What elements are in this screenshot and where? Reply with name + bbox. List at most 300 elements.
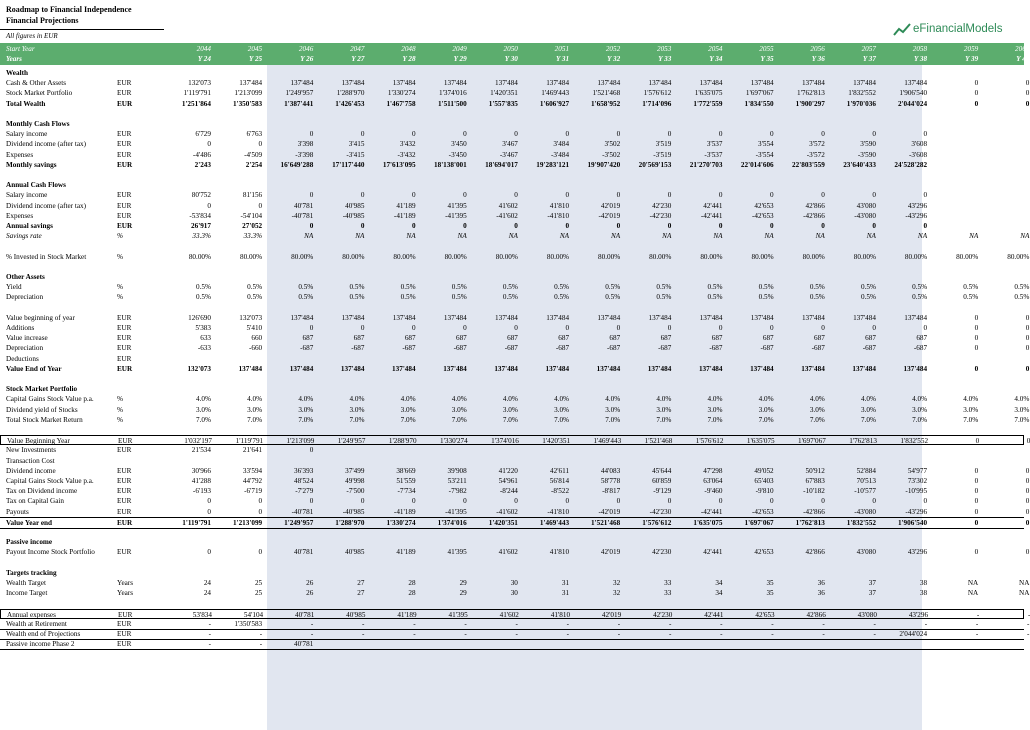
value-cell: 31 [561,579,570,587]
value-cell: 0 [974,344,979,353]
value-cell: 36'393 [294,466,314,475]
value-cell: 36 [817,589,825,598]
value-cell: -42'230 [649,211,672,220]
value-cell: 42'019 [601,610,622,619]
value-cell: 3'537 [706,140,723,149]
row-unit: EUR [117,344,132,353]
value-cell: 80.00% [598,252,621,261]
value-cell: 0 [514,222,518,230]
year-header-cell: 2047 [350,45,365,53]
value-cell: 0 [1025,364,1030,373]
value-cell: - [464,619,467,628]
value-cell: -41'395 [445,507,467,516]
value-cell: 0.5% [963,283,979,292]
value-cell: 7.0% [1014,415,1030,424]
row-unit: EUR [117,313,132,322]
value-cell: 44'792 [242,477,263,485]
value-cell: 63'064 [703,477,723,485]
value-cell: NA [917,232,928,241]
row-label: Capital Gains Stock Value p.a. [6,395,94,404]
value-cell: 43'296 [907,548,928,557]
value-cell: 687 [455,334,467,343]
value-cell: 1'469'443 [541,89,570,98]
value-cell: 38 [919,579,928,587]
value-cell: 0 [974,324,979,332]
spacer-row [0,374,1024,384]
value-cell: 137'484 [699,79,723,88]
value-cell: 1'832'552 [848,89,876,98]
row-cash-other-assets [0,78,1030,88]
value-cell: 0.5% [860,283,876,292]
value-cell: 3'432 [399,140,416,149]
value-cell: 49'052 [754,466,774,475]
value-cell: 80.00% [342,252,365,261]
value-cell: 4.0% [554,395,570,404]
value-cell: 40'985 [345,201,365,210]
value-cell: 1'762'813 [797,89,825,98]
value-cell: 0.5% [349,293,365,302]
row-unit: EUR [117,140,132,149]
value-cell: 38'669 [396,466,416,475]
value-cell: 137'484 [290,313,314,322]
value-cell: 687 [404,334,416,343]
value-cell: 0 [412,130,416,139]
row-label: Transaction Cost [6,456,55,465]
row-transaction-cost [0,456,1024,466]
year-index-cell: Y 26 [300,55,314,63]
value-cell: 0 [1025,313,1030,322]
value-cell: 40'985 [345,548,365,557]
value-cell: - [668,619,672,628]
value-cell: 0 [974,313,979,322]
value-cell: 80.00% [291,252,314,261]
value-cell: 0 [1025,99,1030,108]
row-label: Monthly Cash Flows [6,120,70,128]
value-cell: -3'502 [602,150,621,159]
value-cell: 4.0% [502,395,518,404]
value-cell: 2'044'024 [897,99,928,108]
row-annual-cash-flows [0,180,1024,190]
value-cell: 80.00% [495,252,518,261]
year-header-cell: 2055 [759,45,774,53]
value-cell: 43'080 [856,201,876,210]
row-label: Wealth Target [6,579,46,587]
value-cell: 1'772'559 [693,99,723,108]
value-cell: 0 [207,201,211,210]
value-cell: -53'834 [189,211,211,220]
value-cell: 1'374'016 [437,518,467,527]
row-depreciation [0,292,1030,302]
value-cell: 1'714'096 [642,99,672,108]
value-cell: 137'484 [597,79,621,88]
year-header-cell: 2050 [503,45,518,53]
value-cell: 1'426'453 [335,99,365,108]
value-cell: 1'606'927 [539,99,570,108]
value-cell: -687 [300,344,314,353]
value-cell: 35 [766,579,774,587]
value-cell: 0.5% [247,293,263,302]
row-targets-tracking [0,568,1024,578]
row-unit: % [117,252,123,261]
value-cell: -687 [709,344,723,353]
row-dividend-income [0,466,1030,476]
value-cell: 56'814 [549,477,570,485]
row-new-investments [0,445,1024,455]
row-label: Income Target [6,589,48,598]
value-cell: 0 [360,191,365,200]
value-cell: -42'653 [751,507,774,516]
value-cell: 4.0% [298,395,314,404]
value-cell: 137'484 [238,364,263,373]
value-cell: 18'694'017 [485,160,518,169]
value-cell: 0 [565,497,570,506]
value-cell: 3'467 [502,140,518,149]
row-label: Tax on Dividend income [6,487,78,496]
row-label: Passive income [6,538,53,547]
row-unit: EUR [117,487,132,496]
value-cell: 38 [919,589,928,598]
value-cell: 0.5% [912,283,928,292]
value-cell: 7.0% [707,415,723,424]
value-cell: 660 [251,334,263,343]
value-cell: 0.5% [656,283,672,292]
row-annual-expenses [0,609,1024,619]
value-cell: 60'859 [652,477,672,485]
title-line-2: Financial Projections [6,16,79,25]
value-cell: 687 [507,334,518,343]
row-label: Savings rate [6,232,42,241]
value-cell: 0 [1025,334,1030,343]
row-salary-income [0,129,1024,139]
row-label: Dividend income [6,466,56,475]
row-unit: EUR [117,334,132,343]
value-cell: - [1026,619,1030,628]
value-cell: 0.5% [809,283,825,292]
value-cell: 3'554 [757,140,774,149]
value-cell: 1'288'970 [336,89,365,98]
row-annual-savings [0,221,1024,231]
value-cell: 0 [974,487,979,496]
value-cell: 1'521'468 [644,437,673,446]
value-cell: 42'230 [652,548,672,557]
value-cell: 3.0% [707,405,723,414]
value-cell: 137'484 [443,313,467,322]
value-cell: -42'019 [598,211,621,220]
value-cell: 26 [306,589,314,598]
value-cell: 33 [664,579,672,587]
value-cell: 0.5% [707,293,723,302]
value-cell: 0.5% [502,283,518,292]
value-cell: 3.0% [809,405,825,414]
row-label: Value Year end [6,518,53,527]
value-cell: 1'576'612 [642,518,672,527]
value-cell: 1'900'297 [795,99,825,108]
value-cell: 54'977 [907,466,928,475]
value-cell: 1'635'075 [746,437,775,446]
row-unit: EUR [117,497,132,506]
value-cell: 19'907'420 [587,160,621,169]
value-cell: -687 [811,344,825,353]
value-cell: 4.0% [809,395,825,404]
value-cell: 687 [302,334,314,343]
value-cell: 0 [565,222,570,230]
row-label: Capital Gains Stock Value p.a. [6,477,94,485]
value-cell: 0.5% [1014,293,1030,302]
value-cell: 1'469'443 [593,437,622,446]
value-cell: 0 [667,222,672,230]
value-cell: 4.0% [349,395,365,404]
row-other-assets [0,272,1024,282]
value-cell: 80.00% [956,252,979,261]
value-cell: 0 [360,497,365,506]
value-cell: 33.3% [243,232,263,241]
value-cell: 0 [821,191,825,200]
value-cell: 1'906'540 [899,89,928,98]
value-cell: 3'484 [553,140,570,149]
value-cell: 0.5% [758,283,774,292]
value-cell: -42'866 [803,507,825,516]
value-cell: 53'211 [447,477,467,485]
value-cell: 0 [974,518,979,527]
value-cell: 3.0% [656,405,672,414]
row-label: Additions [6,324,35,332]
value-cell: 0.5% [1014,283,1030,292]
value-cell: -687 [402,344,416,353]
value-cell: 42'653 [755,610,775,619]
value-cell: -54'104 [240,211,263,220]
value-cell: 7.0% [554,415,570,424]
value-cell: - [362,630,365,638]
value-cell: - [566,630,570,638]
row-label: Expenses [6,211,34,220]
value-cell: 137'484 [289,364,314,373]
value-cell: 137'484 [341,313,365,322]
value-cell: 7.0% [349,415,365,424]
value-cell: -40'781 [291,507,314,516]
header-row-years [0,54,1030,64]
value-cell: - [720,630,723,638]
value-cell: 137'484 [647,364,672,373]
value-cell: - [259,640,263,649]
value-cell: 0 [309,130,314,139]
value-cell: 0 [309,446,314,455]
brand-logo [893,22,1021,40]
row-dividend-income-after-tax [0,139,1024,149]
year-header-cell: 2052 [605,45,621,53]
value-cell: 80.00% [188,252,211,261]
value-cell: 0.5% [809,293,825,302]
row-unit: EUR [117,507,132,516]
value-cell: 0 [616,497,621,506]
value-cell: 22'803'559 [792,160,825,169]
value-cell: 1'970'036 [846,99,876,108]
value-cell: 0 [514,324,518,332]
value-cell: 7.0% [656,415,672,424]
trend-chart-icon [893,23,911,37]
value-cell: 31 [561,589,570,598]
value-cell: - [617,619,621,628]
value-cell: 137'484 [495,79,518,88]
row-unit: EUR [117,619,132,628]
value-cell: 137'484 [597,313,621,322]
value-cell: 41'189 [397,610,417,619]
year-index-cell: Y 37 [862,55,876,63]
value-cell: 16'649'288 [280,160,314,169]
value-cell: 0 [1025,497,1030,506]
value-cell: 42'611 [550,466,570,475]
value-cell: 3.0% [247,405,263,414]
value-cell: NA [866,232,876,241]
row-passive-income [0,537,1024,547]
value-cell: - [975,619,979,628]
value-cell: 0.5% [400,293,416,302]
value-cell: 137'484 [699,313,723,322]
value-cell: 687 [353,334,365,343]
value-cell: 132'073 [239,313,263,322]
value-cell: 3.0% [451,405,467,414]
spacer-row [0,170,1024,180]
value-cell: 0.5% [656,293,672,302]
value-cell: 0 [923,324,928,332]
value-cell: 3'415 [348,140,365,149]
value-cell: 3'519 [655,140,672,149]
value-cell: - [822,630,825,638]
value-cell: 1'521'468 [592,89,621,98]
value-cell: 0 [923,191,928,200]
value-cell: 1'762'813 [795,518,825,527]
row-savings-rate [0,231,1030,241]
value-cell: 0 [616,222,621,230]
value-cell: 0 [616,130,621,139]
value-cell: 1'906'540 [897,518,928,527]
value-cell: 43'080 [856,548,876,557]
value-cell: 7.0% [247,415,263,424]
value-cell: -6'719 [244,487,263,496]
value-cell: 0.5% [400,283,416,292]
value-cell: 0.5% [298,283,314,292]
value-cell: 28 [408,589,416,598]
row-label: Value Beginning Year [7,437,70,446]
value-cell: - [668,630,672,638]
value-cell: 0 [923,497,928,506]
value-cell: 0.5% [605,283,621,292]
value-cell: 4.0% [400,395,416,404]
value-cell: - [771,619,774,628]
value-cell: 48'524 [294,477,314,485]
value-cell: 41'602 [498,201,518,210]
value-cell: 21'270'703 [689,160,723,169]
value-cell: 70'513 [856,477,876,485]
row-label: Dividend income (after tax) [6,140,87,149]
row-label: Salary income [6,130,48,139]
value-cell: 42'653 [754,548,774,557]
value-cell: 26 [306,579,314,587]
value-cell: NA [559,232,570,241]
value-cell: 40'781 [294,640,314,649]
value-cell: 0 [718,324,723,332]
value-cell: -3'537 [704,150,723,159]
value-cell: -42'653 [751,211,774,220]
value-cell: 41'602 [498,548,518,557]
year-index-cell: Y 38 [913,55,928,63]
row-unit: Years [117,579,134,587]
value-cell: 58'778 [600,477,621,485]
value-cell: - [976,610,980,619]
value-cell: - [208,619,211,628]
value-cell: 687 [916,334,928,343]
value-cell: 40'985 [346,610,366,619]
value-cell: 20'569'153 [638,160,672,169]
value-cell: 0 [207,497,211,506]
value-cell: 0 [974,477,979,485]
spacer-row [0,241,1024,251]
value-cell: 1'119'791 [235,437,264,446]
value-cell: 1'697'067 [798,437,826,446]
value-cell: 137'484 [546,79,570,88]
row-value-end-of-year [0,364,1030,374]
value-cell: 42'441 [703,548,723,557]
value-cell: 42'230 [653,610,673,619]
value-cell: 19'283'121 [536,160,570,169]
row-label: Dividend yield of Stocks [6,405,78,414]
row-label: Depreciation [6,344,44,353]
value-cell: 0 [1025,507,1030,516]
value-cell: 137'484 [698,364,723,373]
value-cell: 1'576'612 [643,89,672,98]
row-label: Value End of Year [6,364,62,373]
spacer-row [0,262,1024,272]
value-cell: 137'484 [903,364,928,373]
value-cell: 0 [974,497,979,506]
year-index-cell: Y 27 [351,55,365,63]
value-cell: 1'374'016 [439,89,467,98]
value-cell: 137'484 [341,79,365,88]
value-cell: 42'866 [806,610,826,619]
value-cell: NA [355,232,365,241]
year-index-cell: Y 34 [709,55,723,63]
year-header-cell: 2054 [708,45,723,53]
value-cell: 30'966 [191,466,211,475]
value-cell: 0 [1025,487,1030,496]
row-unit: EUR [117,99,133,108]
year-header-cell: 2057 [861,45,876,53]
value-cell: 1'350'583 [232,99,263,108]
value-cell: 0 [974,364,979,373]
value-cell: 4.0% [451,395,467,404]
value-cell: -41'810 [547,507,570,516]
title-divider [0,29,164,30]
value-cell: 137'484 [648,79,672,88]
value-cell: 137'484 [750,79,774,88]
value-cell: 49'998 [345,477,365,485]
value-cell: 80.00% [751,252,774,261]
value-cell: -41'602 [496,211,518,220]
value-cell: 0.5% [554,293,570,302]
spacer-row [0,527,1024,537]
row-label: Cash & Other Assets [6,79,67,88]
row-label: Tax on Capital Gain [6,497,64,506]
value-cell: 21'534 [191,446,211,455]
value-cell: 687 [660,334,672,343]
value-cell: 1'249'957 [337,437,366,446]
value-cell: 1'762'813 [849,437,877,446]
value-cell: 137'484 [392,364,416,373]
value-cell: 0 [923,222,928,230]
value-cell: 41'602 [499,610,519,619]
spacer-row [0,303,1024,313]
row-unit: EUR [117,201,132,210]
header-row-start-year [0,44,1030,54]
